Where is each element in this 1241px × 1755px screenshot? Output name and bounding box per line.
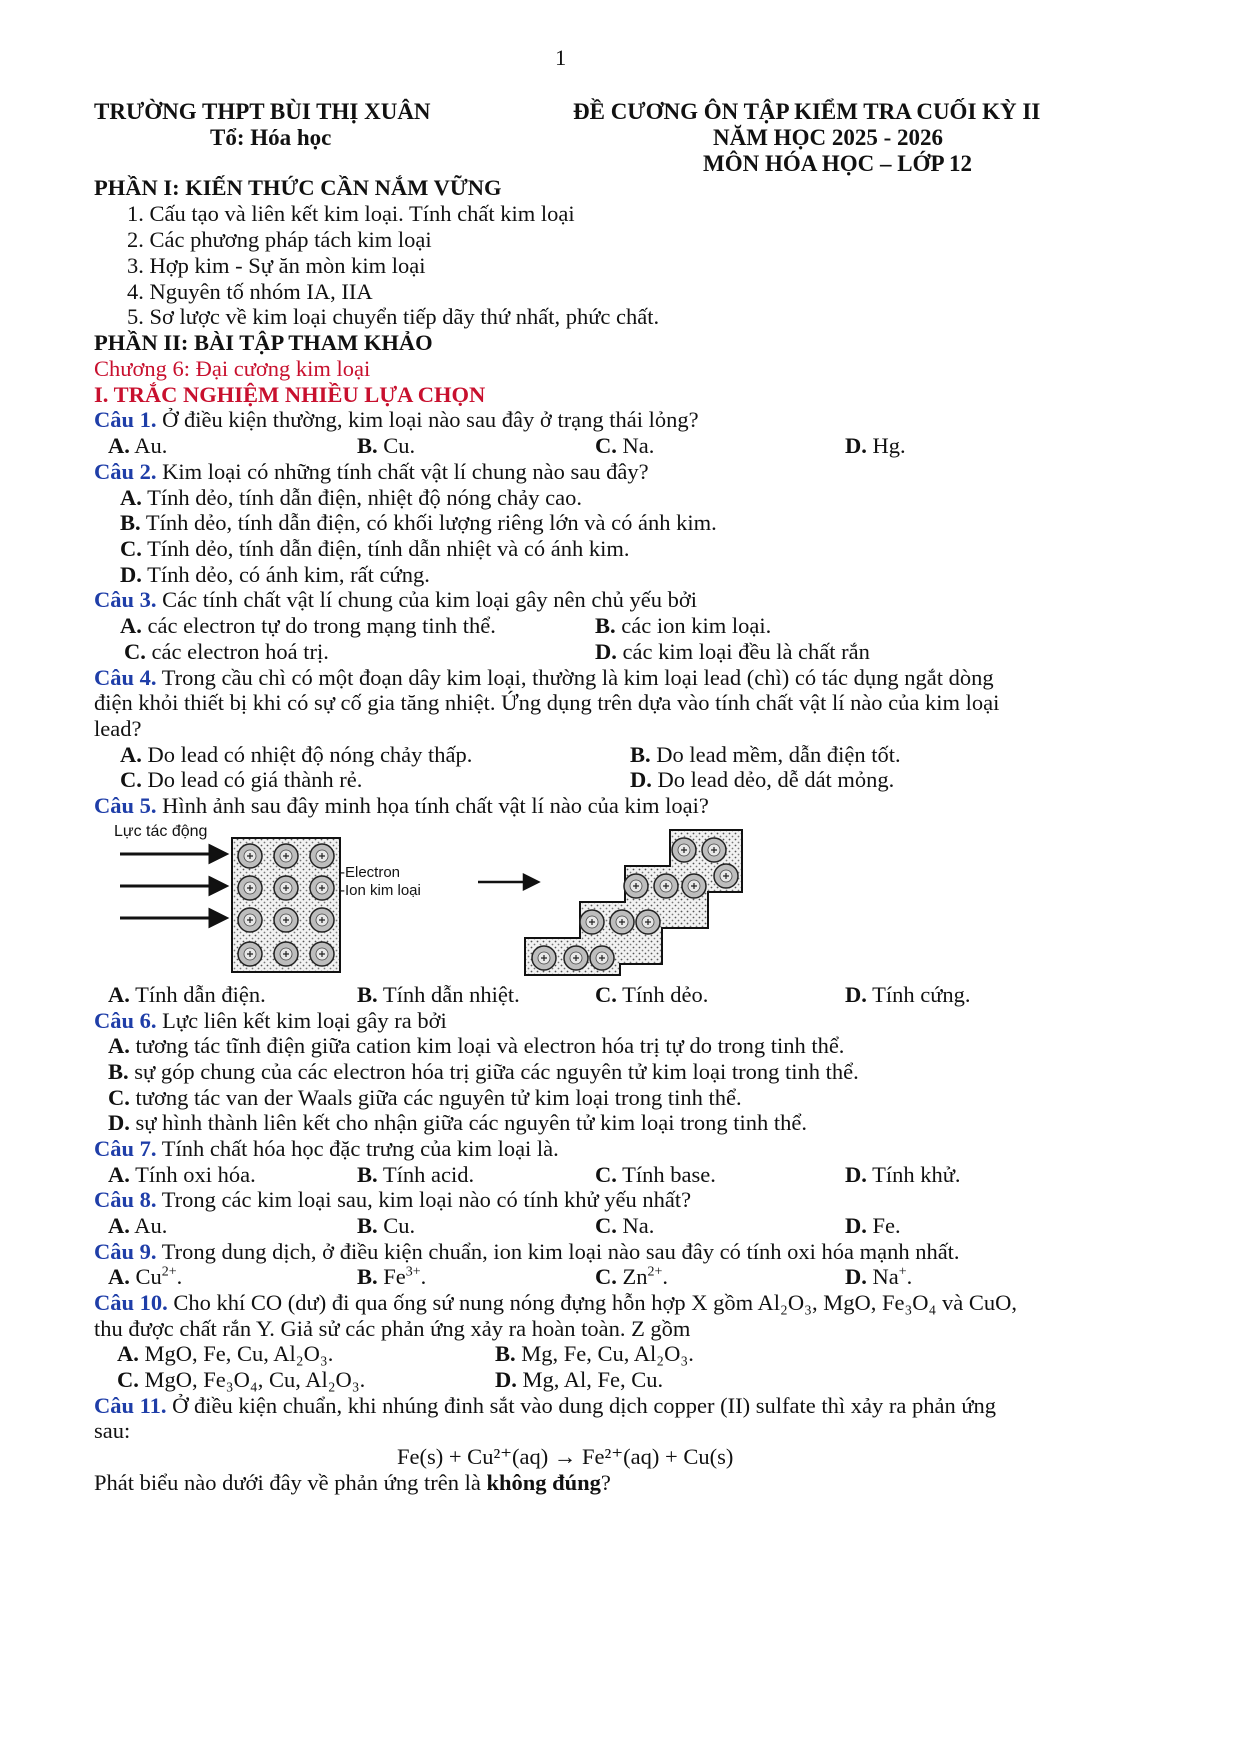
option-b: B. Do lead mềm, dẫn điện tốt. <box>630 742 901 767</box>
page-number: 1 <box>555 45 567 70</box>
transform-arrow <box>478 875 538 889</box>
option-c: C. $Zn^{2+}$. <box>595 1264 669 1289</box>
option-a: A. Do lead có nhiệt độ nóng chảy thấp. <box>120 742 473 767</box>
option-a: A. các electron tự do trong mạng tinh thể. <box>120 613 496 638</box>
option-b: B. các ion kim loại. <box>595 613 772 638</box>
part1-item: 2. Các phương pháp tách kim loại <box>127 227 432 252</box>
option-c: C. các electron hoá trị. <box>124 639 329 664</box>
option-b: B. Tính acid. <box>357 1162 475 1187</box>
option-c: C. Tính dẻo, tính dẫn điện, tính dẫn nhiệt và có ánh kim. <box>120 536 630 561</box>
option-a: A. Tính oxi hóa. <box>108 1162 256 1187</box>
option-b: B. sự góp chung của các electron hóa trị giữa các nguyên tử kim loại trong tinh thể. <box>108 1059 859 1084</box>
option-c: C. tương tác van der Waals giữa các nguyên tử kim loại trong tinh thể. <box>108 1085 742 1110</box>
department: Tổ: Hóa học <box>210 125 332 150</box>
question-1: Câu 1. Ở điều kiện thường, kim loại nào sau đây ở trạng thái lỏng? <box>94 407 699 432</box>
option-b: B. Tính dẫn nhiệt. <box>357 982 520 1007</box>
option-b: B. $Fe^{3+}$. <box>357 1264 427 1289</box>
question-10: Câu 10. Cho khí CO (dư) đi qua ống sứ nung nóng đựng hỗn hợp X gồm Al₂O₃, MgO, Fe₃O₄ và CuO, <box>94 1290 1017 1315</box>
question-11-prompt: Phát biểu nào dưới đây về phản ứng trên là không đúng? <box>94 1470 611 1495</box>
option-b: B. Cu. <box>357 1213 416 1238</box>
option-d: D. Fe. <box>845 1213 901 1238</box>
question-9: Câu 9. Trong dung dịch, ở điều kiện chuẩn, ion kim loại nào sau đây có tính oxi hóa mạnh nhất. <box>94 1239 960 1264</box>
option-c: C. Do lead có giá thành rẻ. <box>120 767 363 792</box>
school-year: NĂM HỌC 2025 - 2026 <box>713 125 943 150</box>
option-c: C. Tính dẻo. <box>595 982 709 1007</box>
option-a: A. Tính dẻo, tính dẫn điện, nhiệt độ nóng chảy cao. <box>120 485 582 510</box>
question-2: Câu 2. Kim loại có những tính chất vật lí chung nào sau đây? <box>94 459 649 484</box>
force-arrows <box>120 846 226 926</box>
option-d: D. các kim loại đều là chất rắn <box>595 639 870 664</box>
option-d: D. Mg, Al, Fe, Cu. <box>495 1367 664 1392</box>
question-6: Câu 6. Lực liên kết kim loại gây ra bởi <box>94 1008 447 1033</box>
option-d: D. Tính dẻo, có ánh kim, rất cứng. <box>120 562 430 587</box>
reaction-equation: Fe(s) + Cu²⁺(aq) → Fe²⁺(aq) + Cu(s) <box>397 1444 734 1469</box>
electron-label: -Electron <box>340 864 401 881</box>
question-4-line2: điện khỏi thiết bị khi có sự cố gia tăng nhiệt. Ứng dụng trên dựa vào tính chất vật lí nào của kim loại <box>94 690 1000 715</box>
option-c: C. Tính base. <box>595 1162 716 1187</box>
option-d: D. Do lead dẻo, dễ dát mỏng. <box>630 767 895 792</box>
question-5: Câu 5. Hình ảnh sau đây minh họa tính chất vật lí nào của kim loại? <box>94 793 709 818</box>
part2-title: PHẦN II: BÀI TẬP THAM KHẢO <box>94 330 433 355</box>
option-a: A. $Cu^{2+}$. <box>108 1264 183 1289</box>
option-d: D. Na+. <box>845 1264 913 1289</box>
question-4-line3: lead? <box>94 716 142 741</box>
question-8: Câu 8. Trong các kim loại sau, kim loại nào có tính khử yếu nhất? <box>94 1187 692 1212</box>
option-c: C. Na. <box>595 433 655 458</box>
school-name: TRƯỜNG THPT BÙI THỊ XUÂN <box>94 99 431 124</box>
option-d: D. Tính khử. <box>845 1162 961 1187</box>
option-d: D. Tính cứng. <box>845 982 971 1007</box>
option-a: A. tương tác tĩnh điện giữa cation kim loại và electron hóa trị tự do trong tinh thể. <box>108 1033 845 1058</box>
option-a: A. Au. <box>108 433 168 458</box>
option-c: C. MgO, Fe₃O₄, Cu, Al₂O₃. <box>117 1367 366 1392</box>
question-11-line2: sau: <box>94 1418 131 1443</box>
option-a: A. MgO, Fe, Cu, Al₂O₃. <box>117 1341 334 1366</box>
subject: MÔN HÓA HỌC – LỚP 12 <box>703 151 972 176</box>
part1-item: 1. Cấu tạo và liên kết kim loại. Tính chất kim loại <box>127 201 575 226</box>
question-3: Câu 3. Các tính chất vật lí chung của kim loại gây nên chủ yếu bởi <box>94 587 698 612</box>
question-7: Câu 7. Tính chất hóa học đặc trưng của kim loại là. <box>94 1136 559 1161</box>
force-label: Lực tác động <box>114 823 208 840</box>
question-10-line2: thu được chất rắn Y. Giả sử các phản ứng xảy ra hoàn toàn. Z gồm <box>94 1316 691 1341</box>
doc-title: ĐỀ CƯƠNG ÔN TẬP KIỂM TRA CUỐI KỲ II <box>573 99 1041 124</box>
question-11: Câu 11. Ở điều kiện chuẩn, khi nhúng đinh sắt vào dung dịch copper (II) sulfate thì xảy ra phản ứng <box>94 1393 997 1418</box>
part1-title: PHẦN I: KIẾN THỨC CẦN NẮM VỮNG <box>94 175 502 200</box>
part1-item: 3. Hợp kim - Sự ăn mòn kim loại <box>127 253 426 278</box>
metal-lattice-figure <box>110 820 750 980</box>
option-c: C. Na. <box>595 1213 655 1238</box>
section-title: I. TRẮC NGHIỆM NHIỀU LỰA CHỌN <box>94 382 486 407</box>
option-d: D. Hg. <box>845 433 906 458</box>
option-b: B. Tính dẻo, tính dẫn điện, có khối lượng riêng lớn và có ánh kim. <box>120 510 717 535</box>
option-d: D. sự hình thành liên kết cho nhận giữa các nguyên tử kim loại trong tinh thể. <box>108 1110 807 1135</box>
option-b: B. Cu. <box>357 433 416 458</box>
part1-item: 4. Nguyên tố nhóm IA, IIA <box>127 279 373 304</box>
part1-item: 5. Sơ lược về kim loại chuyển tiếp dãy thứ nhất, phức chất. <box>127 304 660 329</box>
option-a: A. Au. <box>108 1213 168 1238</box>
chapter-title: Chương 6: Đại cương kim loại <box>94 356 371 381</box>
option-a: A. Tính dẫn điện. <box>108 982 266 1007</box>
ion-label: -Ion kim loại <box>340 882 421 899</box>
option-b: B. Mg, Fe, Cu, Al₂O₃. <box>495 1341 694 1366</box>
question-4: Câu 4. Trong cầu chì có một đoạn dây kim loại, thường là kim loại lead (chì) có tác dụng ngắt dòng <box>94 665 994 690</box>
